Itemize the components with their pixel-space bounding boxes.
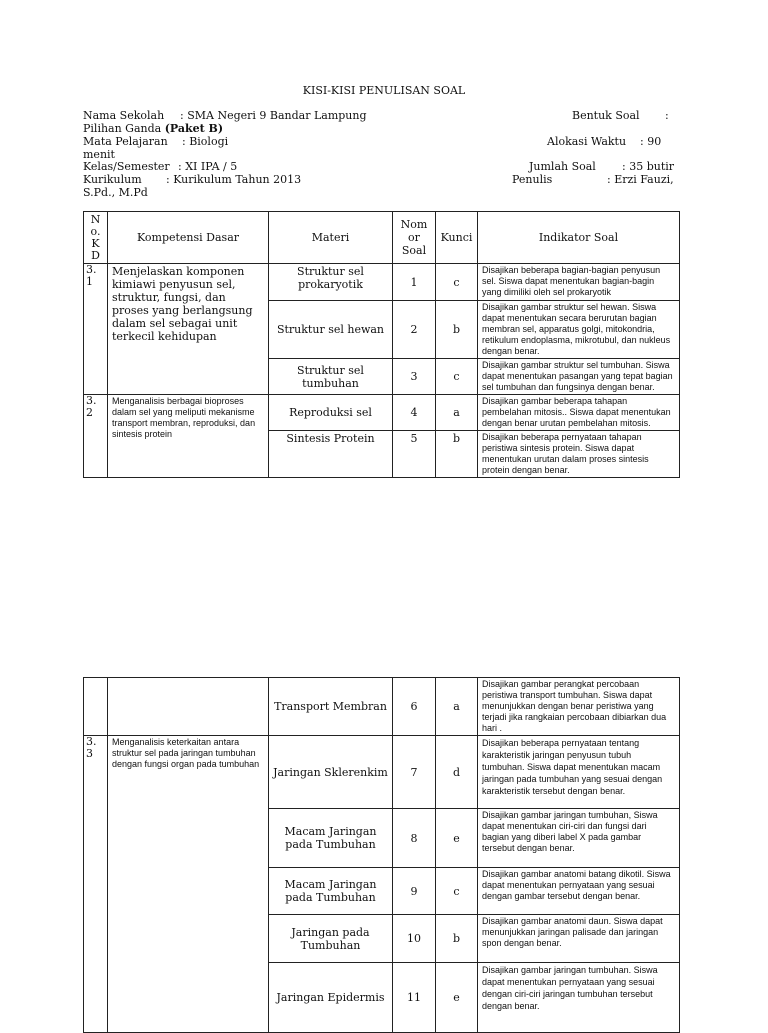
nomor-cell: 11: [393, 963, 436, 1033]
school-value: : SMA Negeri 9 Bandar Lampung: [180, 109, 367, 122]
header-nomor: Nom or Soal: [393, 212, 436, 264]
author-title: S.Pd., M.Pd: [83, 186, 148, 199]
form-value: [83, 122, 223, 135]
class-value: : XI IPA / 5: [178, 160, 238, 173]
form-colon: :: [665, 109, 669, 122]
kunci-cell: b: [436, 301, 478, 359]
indikator-cell: Disajikan gambar perangkat percobaan peristiwa transport tumbuhan. Siswa dapat menunjukkan dengan benar peristiwa yang terjadi jika rangkaian percobaan dibiarkan dua hari .: [478, 678, 680, 736]
indikator-cell: Disajikan beberapa bagian-bagian penyusun sel. Siswa dapat menentukan bagian-bagin yang dimiliki oleh sel prokaryotik: [478, 264, 680, 301]
subject-label: Mata Pelajaran: [83, 135, 168, 148]
indikator-cell: Disajikan gambar jaringan tumbuhan. Siswa dapat menentukan pernyataan yang sesuai dengan ciri-ciri jaringan tumbuhan tersebut dengan benar.: [478, 963, 680, 1033]
time-label: Alokasi Waktu: [547, 135, 627, 148]
kd-number: 3. 2: [84, 395, 108, 478]
materi-cell: Jaringan pada Tumbuhan: [269, 915, 393, 963]
kunci-cell: b: [436, 431, 478, 478]
table-row: [84, 678, 680, 736]
kunci-cell: a: [436, 395, 478, 431]
author-value: : Erzi Fauzi,: [607, 173, 674, 186]
indikator-cell: Disajikan gambar beberapa tahapan pembelahan mitosis.. Siswa dapat menentukan dengan benar urutan pembelahan mitosis.: [478, 395, 680, 431]
table-row: [84, 264, 680, 301]
header-materi: Materi: [269, 212, 393, 264]
kunci-cell: e: [436, 809, 478, 868]
materi-cell: Struktur sel prokaryotik: [269, 264, 393, 301]
form-package: (Paket B): [164, 122, 224, 135]
materi-cell: Jaringan Sklerenkim: [269, 736, 393, 809]
materi-cell: Jaringan Epidermis: [269, 963, 393, 1033]
kunci-cell: c: [436, 359, 478, 395]
materi-cell: Sintesis Protein: [269, 431, 393, 478]
grid-table-1: [83, 211, 680, 478]
count-label: Jumlah Soal: [529, 160, 596, 173]
materi-cell: Reproduksi sel: [269, 395, 393, 431]
kunci-cell: a: [436, 678, 478, 736]
empty-cell: [108, 678, 269, 736]
time-unit: menit: [83, 148, 115, 161]
curriculum-label: Kurikulum: [83, 173, 142, 186]
indikator-cell: Disajikan gambar struktur sel tumbuhan. Siswa dapat menentukan pasangan yang tepat bagian sel tumbuhan dan fungsinya dengan benar.: [478, 359, 680, 395]
indikator-cell: Disajikan gambar struktur sel hewan. Siswa dapat menentukan secara berurutan bagian membran sel, apparatus golgi, mitokondria, retikulum endoplasma, mikrotubul, dan nukleus dengan benar.: [478, 301, 680, 359]
form-value-text: Pilihan Ganda: [83, 122, 162, 135]
empty-cell: [84, 678, 108, 736]
header-indikator: Indikator Soal: [478, 212, 680, 264]
kd-number: 3. 3: [84, 736, 108, 1033]
table-row: [84, 736, 680, 809]
class-label: Kelas/Semester: [83, 160, 170, 173]
table-row: [84, 395, 680, 431]
curriculum-value: : Kurikulum Tahun 2013: [166, 173, 302, 186]
count-value: : 35 butir: [622, 160, 675, 173]
header-no: N o. K D: [84, 212, 108, 264]
kunci-cell: c: [436, 264, 478, 301]
materi-cell: Struktur sel hewan: [269, 301, 393, 359]
nomor-cell: 2: [393, 301, 436, 359]
document-title: KISI-KISI PENULISAN SOAL: [302, 84, 466, 97]
form-label: Bentuk Soal: [572, 109, 640, 122]
time-value: : 90: [640, 135, 662, 148]
nomor-cell: 1: [393, 264, 436, 301]
table-header-row: [84, 212, 680, 264]
nomor-cell: 5: [393, 431, 436, 478]
grid-table-2: [83, 677, 680, 1033]
materi-cell: Struktur sel tumbuhan: [269, 359, 393, 395]
materi-cell: Transport Membran: [269, 678, 393, 736]
materi-cell: Macam Jaringan pada Tumbuhan: [269, 868, 393, 915]
kd-number: 3. 1: [84, 264, 108, 395]
nomor-cell: 3: [393, 359, 436, 395]
kd-text: Menjelaskan komponen kimiawi penyusun sel, struktur, fungsi, dan proses yang berlangsung dalam sel sebagai unit terkecil kehidupan: [108, 264, 269, 395]
kd-text: Menganalisis berbagai bioproses dalam sel yang meliputi mekanisme transport membran, reproduksi, dan sintesis protein: [108, 395, 269, 478]
kd-text: Menganalisis keterkaitan antara struktur sel pada jaringan tumbuhan dengan fungsi organ pada tumbuhan: [108, 736, 269, 1033]
indikator-cell: Disajikan gambar anatomi batang dikotil. Siswa dapat menentukan pernyataan yang sesuai dengan gambar tersebut dengan benar.: [478, 868, 680, 915]
header-kunci: Kunci: [436, 212, 478, 264]
indikator-cell: Disajikan beberapa pernyataan tentang karakteristik jaringan penyusun tubuh tumbuhan. Siswa dapat menentukan macam jaringan pada tumbuhan yang sesuai dengan karakteristik tersebut dengan benar.: [478, 736, 680, 809]
kunci-cell: c: [436, 868, 478, 915]
indikator-cell: Disajikan gambar anatomi daun. Siswa dapat menunjukkan jaringan palisade dan jaringan spon dengan benar.: [478, 915, 680, 963]
kunci-cell: b: [436, 915, 478, 963]
kunci-cell: e: [436, 963, 478, 1033]
nomor-cell: 6: [393, 678, 436, 736]
indikator-cell: Disajikan gambar jaringan tumbuhan, Siswa dapat menentukan ciri-ciri dan fungsi dari bagian yang diberi label X pada gambar tersebut dengan benar.: [478, 809, 680, 868]
nomor-cell: 7: [393, 736, 436, 809]
materi-cell: Macam Jaringan pada Tumbuhan: [269, 809, 393, 868]
nomor-cell: 4: [393, 395, 436, 431]
header-kd: Kompetensi Dasar: [108, 212, 269, 264]
school-label: Nama Sekolah: [83, 109, 165, 122]
subject-value: : Biologi: [182, 135, 229, 148]
nomor-cell: 9: [393, 868, 436, 915]
kunci-cell: d: [436, 736, 478, 809]
indikator-cell: Disajikan beberapa pernyataan tahapan peristiwa sintesis protein. Siswa dapat menentukan urutan dalam proses sintesis protein dengan benar.: [478, 431, 680, 478]
author-label: Penulis: [512, 173, 553, 186]
nomor-cell: 10: [393, 915, 436, 963]
nomor-cell: 8: [393, 809, 436, 868]
